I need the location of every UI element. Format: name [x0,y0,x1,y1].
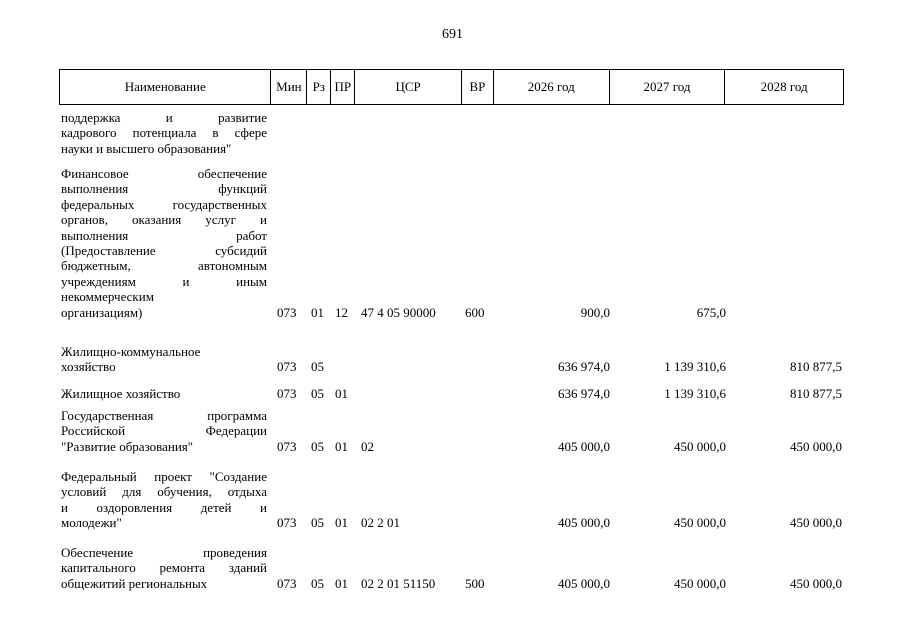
cell-y2027: 450 000,0 [674,575,726,591]
row-name-line: Федеральный проект "Создание [61,469,267,484]
cell-y2028: 810 877,5 [790,386,842,401]
cell-rz: 01 [311,304,324,320]
cell-pr: 01 [335,515,348,531]
cell-pr: 01 [335,438,348,454]
table-row [59,408,844,454]
header-pr: ПР [331,70,355,104]
row-name-line: учреждениям и иным [61,273,267,289]
cell-rz: 05 [311,386,324,401]
row-name [61,386,267,401]
page-number: 691 [442,27,463,42]
cell-y2027: 1 139 310,6 [664,359,726,375]
row-name-line: Обеспечение проведения [61,545,267,560]
cell-y2027: 1 139 310,6 [664,386,726,401]
cell-min: 073 [277,575,297,591]
header-vr: ВР [462,70,494,104]
row-name-line: (Предоставление субсидий [61,243,267,259]
row-name-line: кадрового потенциала в сфере [61,125,267,141]
row-name [61,344,267,375]
row-name-line: выполнения работ [61,227,267,243]
table-header [59,69,844,105]
row-name-line: молодежи" [61,515,122,531]
row-name-line: общежитий региональных [61,575,208,591]
row-name-line: и оздоровления детей и [61,499,267,515]
header-name: Наименование [60,70,271,104]
cell-y2026: 636 974,0 [558,386,610,401]
header-csr: ЦСР [355,70,462,104]
cell-vr: 600 [465,304,485,320]
cell-y2028: 450 000,0 [790,575,842,591]
row-name-line: хозяйство [61,359,116,375]
cell-rz: 05 [311,359,324,375]
row-name-line: "Развитие образования" [61,438,194,454]
cell-csr: 02 2 01 [361,515,400,531]
table-row [59,469,844,531]
row-name-line: науки и высшего образования" [61,140,232,156]
row-name [61,166,267,320]
cell-pr: 12 [335,304,348,320]
cell-y2028: 810 877,5 [790,359,842,375]
row-name-line: федеральных государственных [61,196,267,212]
row-name [61,110,267,156]
cell-csr: 47 4 05 90000 [361,304,436,320]
cell-csr: 02 2 01 51150 [361,575,436,591]
header-2027: 2027 год [610,70,726,104]
cell-y2028: 450 000,0 [790,438,842,454]
row-name-line: Финансовое обеспечение [61,166,267,181]
header-2028: 2028 год [760,79,808,94]
row-name [61,408,267,454]
cell-rz: 05 [311,575,324,591]
cell-min: 073 [277,386,297,401]
row-name-line: поддержка и развитие [61,110,267,125]
header-2026: 2026 год [494,70,610,104]
row-name-line: выполнения функций [61,181,267,197]
cell-y2027: 450 000,0 [674,515,726,531]
cell-min: 073 [277,438,297,454]
cell-y2027: 450 000,0 [674,438,726,454]
cell-min: 073 [277,515,297,531]
row-name-line: организациям) [61,304,143,320]
row-name-line: капитального ремонта зданий [61,560,267,576]
row-name-line: органов, оказания услуг и [61,212,267,228]
cell-rz: 05 [311,515,324,531]
cell-csr: 02 [361,438,374,454]
cell-min: 073 [277,304,297,320]
cell-min: 073 [277,359,297,375]
cell-y2026: 405 000,0 [558,515,610,531]
row-name-line: Жилищно-коммунальное [61,344,201,359]
header-min: Мин [271,70,307,104]
row-name [61,545,267,591]
row-name-line: бюджетным, автономным [61,258,267,274]
row-name [61,469,267,531]
cell-rz: 05 [311,438,324,454]
cell-y2026: 636 974,0 [558,359,610,375]
cell-y2026: 405 000,0 [558,575,610,591]
table-row [59,110,844,156]
table-row [59,166,844,320]
cell-pr: 01 [335,575,348,591]
table-row [59,344,844,375]
row-name-line: условий для обучения, отдыха [61,484,267,500]
header-rz: Рз [307,70,331,104]
row-name-line: Жилищное хозяйство [61,386,181,401]
row-name-line: Российской Федерации [61,423,267,439]
table-row [59,545,844,591]
table-row [59,386,844,401]
cell-y2027: 675,0 [696,304,726,320]
cell-y2028: 450 000,0 [790,515,842,531]
row-name-line: некоммерческим [61,289,154,305]
cell-vr: 500 [465,575,485,591]
cell-y2026: 900,0 [580,304,610,320]
row-name-line: Государственная программа [61,408,267,423]
cell-y2026: 405 000,0 [558,438,610,454]
cell-pr: 01 [335,386,348,401]
